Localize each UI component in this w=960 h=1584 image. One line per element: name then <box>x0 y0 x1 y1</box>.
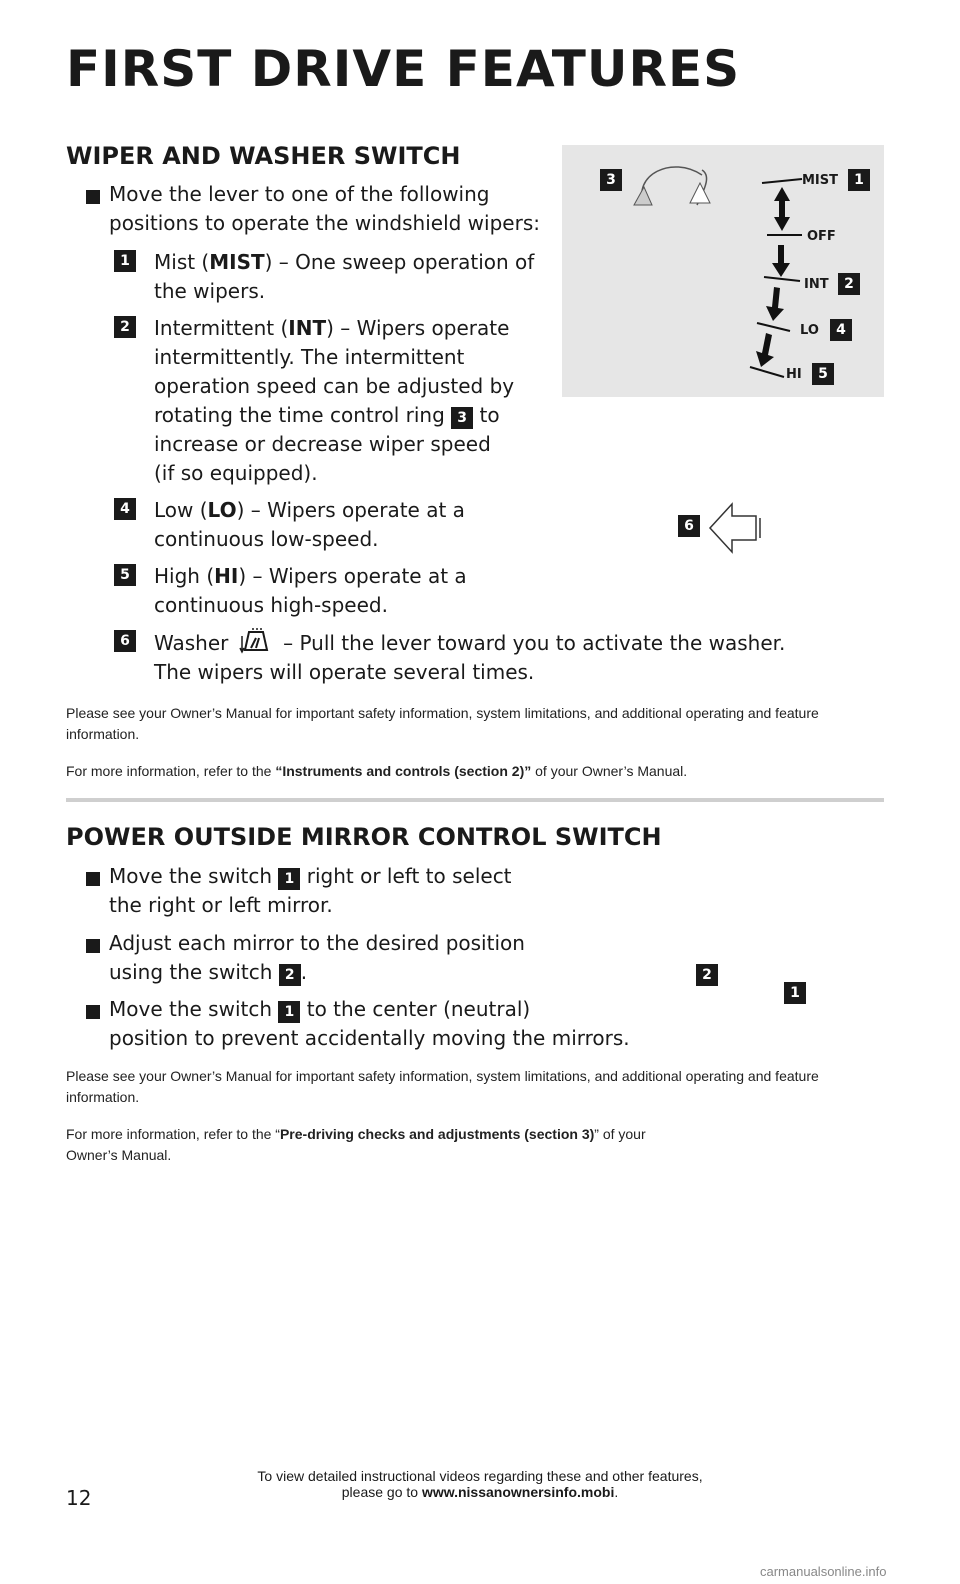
num-badge: 6 <box>114 630 136 652</box>
text: . <box>300 960 308 984</box>
text: position to prevent accidentally moving the mirrors. <box>109 1026 630 1050</box>
mirror-heading: POWER OUTSIDE MIRROR CONTROL SWITCH <box>66 823 662 851</box>
key: HI <box>214 564 239 588</box>
footer-link[interactable]: www.nissanownersinfo.mobi <box>421 1484 615 1500</box>
num-badge: 1 <box>784 982 806 1004</box>
text: (if so equipped). <box>154 461 318 485</box>
text: Low ( <box>154 498 208 522</box>
watermark: carmanualsonline.info <box>760 1564 887 1579</box>
text: operation speed can be adjusted by <box>154 374 515 398</box>
page-title: FIRST DRIVE FEATURES <box>66 40 741 98</box>
text: the wipers. <box>154 279 266 303</box>
text: High ( <box>154 564 215 588</box>
label-lo: LO <box>800 323 819 338</box>
text: continuous high-speed. <box>154 593 388 617</box>
num-badge: 2 <box>114 316 136 338</box>
pull-arrow-icon <box>706 500 766 558</box>
text: ) – Wipers operate at a <box>238 564 467 588</box>
wiper-note: Please see your Owner’s Manual for important safety information, system limitations, and additional operating and feature information. <box>66 705 819 742</box>
num-badge: 4 <box>830 319 852 341</box>
num-badge: 4 <box>114 498 136 520</box>
text: Washer <box>154 631 229 655</box>
num-badge: 5 <box>114 564 136 586</box>
bullet <box>86 190 100 204</box>
text: ) – Wipers operate at a <box>236 498 465 522</box>
num-badge: 3 <box>600 169 622 191</box>
mirror-ref <box>66 1124 866 1166</box>
mirror-bullet-2 <box>66 929 666 987</box>
footer-line-1: To view detailed instructional videos regarding these and other features, <box>257 1468 703 1484</box>
num-badge: 6 <box>678 515 700 537</box>
num-badge: 2 <box>696 964 718 986</box>
label-off: OFF <box>807 229 836 244</box>
text: Mist ( <box>154 250 210 274</box>
key: INT <box>288 316 327 340</box>
text: please go to <box>341 1484 422 1500</box>
num-badge: 2 <box>838 273 860 295</box>
mirror-bullet-3 <box>66 995 706 1053</box>
key: MIST <box>209 250 265 274</box>
text: intermittently. The intermittent <box>154 345 465 369</box>
wiper-item-5 <box>112 562 552 620</box>
text: rotating the time control ring <box>154 403 445 427</box>
text: to <box>479 403 500 427</box>
text: ) – One sweep operation of <box>264 250 535 274</box>
text: Adjust each mirror to the desired position <box>109 931 525 955</box>
text: For more information, refer to the <box>66 763 276 779</box>
key: LO <box>207 498 237 522</box>
text: Intermittent ( <box>154 316 289 340</box>
num-badge: 1 <box>114 250 136 272</box>
text: ” of your <box>594 1126 646 1142</box>
wiper-item-4 <box>112 496 552 554</box>
text: the right or left mirror. <box>109 893 333 917</box>
num-badge: 1 <box>278 1001 300 1023</box>
text: Owner’s Manual. <box>66 1147 172 1163</box>
wiper-heading: WIPER AND WASHER SWITCH <box>66 142 461 170</box>
text: Move the switch <box>109 864 273 888</box>
bullet <box>86 872 100 886</box>
text: right or left to select <box>306 864 512 888</box>
text: Move the switch <box>109 997 273 1021</box>
text: continuous low-speed. <box>154 527 379 551</box>
wiper-item-1 <box>112 248 552 306</box>
text: ) – Wipers operate <box>326 316 510 340</box>
wiper-diagram <box>562 145 884 397</box>
label-mist: MIST <box>802 173 839 188</box>
wiper-item-2 <box>112 314 552 488</box>
num-badge: 3 <box>451 407 473 429</box>
wiper-item-6 <box>112 628 832 687</box>
label-hi: HI <box>786 367 802 382</box>
text: increase or decrease wiper speed <box>154 432 491 456</box>
mirror-bullet-1 <box>66 862 666 920</box>
footer <box>0 1468 960 1500</box>
mirror-note: Please see your Owner’s Manual for important safety information, system limitations, and additional operating and feature information. <box>66 1068 819 1105</box>
page-number: 12 <box>66 1486 92 1510</box>
num-badge: 2 <box>279 964 301 986</box>
ref-title: “Instruments and controls (section 2)” <box>275 763 532 779</box>
washer-icon <box>239 628 273 658</box>
num-badge: 1 <box>278 868 300 890</box>
wiper-intro-2: positions to operate the windshield wipers: <box>109 211 540 235</box>
num-badge: 1 <box>848 169 870 191</box>
text: of your Owner’s Manual. <box>531 763 688 779</box>
text: to the center (neutral) <box>306 997 531 1021</box>
num-badge: 5 <box>812 363 834 385</box>
wiper-intro-1: Move the lever to one of the following <box>109 182 490 206</box>
text: . <box>614 1484 619 1500</box>
section-divider <box>66 798 884 802</box>
wiper-ref <box>66 761 866 782</box>
ref-title: Pre-driving checks and adjustments (section 3) <box>279 1126 595 1142</box>
label-int: INT <box>804 277 829 292</box>
text: using the switch <box>109 960 273 984</box>
bullet <box>86 939 100 953</box>
text: – Pull the lever toward you to activate the washer. <box>276 631 786 655</box>
text: The wipers will operate several times. <box>154 660 535 684</box>
bullet <box>86 1005 100 1019</box>
text: For more information, refer to the “ <box>66 1126 280 1142</box>
